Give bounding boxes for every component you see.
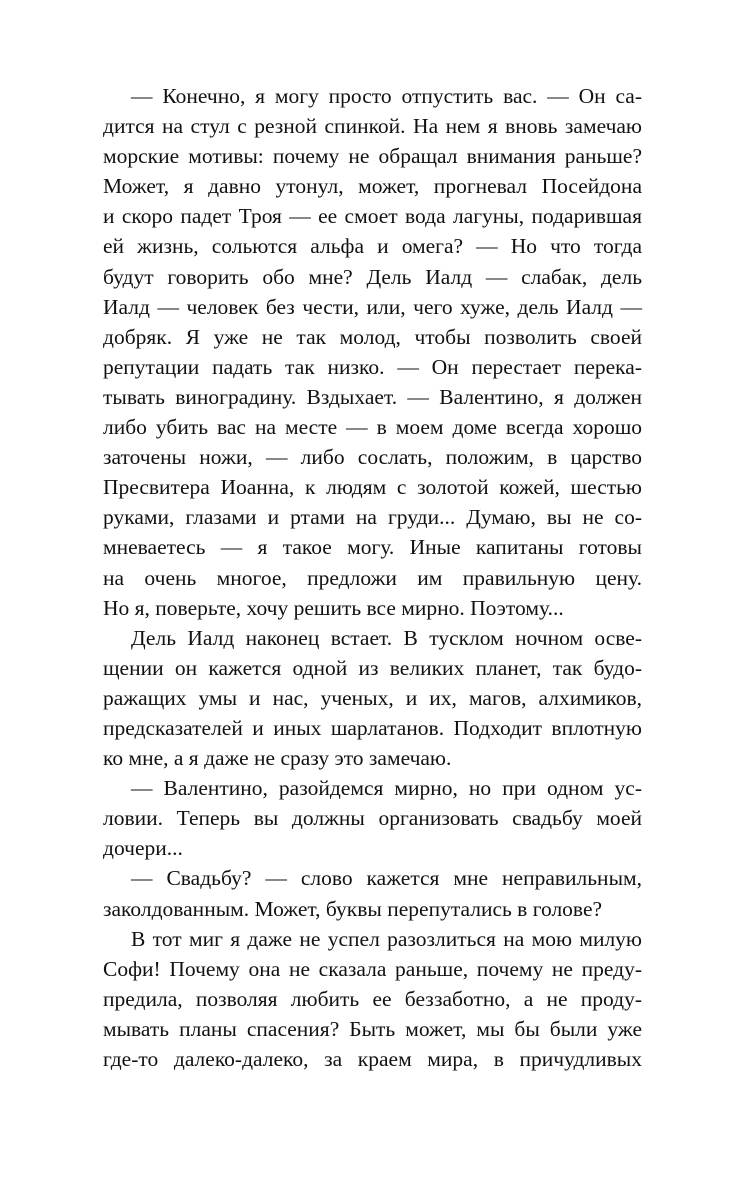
text-line: предила, позволяя любить ее беззаботно, а не проду- — [103, 986, 642, 1011]
text-line: ко мне, а я даже не сразу это замечаю. — [103, 746, 452, 771]
text-line: руками, глазами и ртами на груди... Думаю, вы не со- — [103, 505, 642, 530]
text-line: Но я, поверьте, хочу решить все мирно. Поэтому... — [103, 595, 564, 620]
text-line: ражащих умы и нас, ученых, и их, магов, алхимиков, — [103, 685, 642, 710]
text-line: Иалд — человек без чести, или, чего хуже, дель Иалд — — [103, 294, 642, 319]
text-line: — Свадьбу? — слово кажется мне неправильным, — [131, 866, 642, 891]
text-line: добряк. Я уже не так молод, чтобы позволить своей — [103, 324, 642, 349]
text-line: дочери... — [103, 836, 183, 861]
text-line: — Конечно, я могу просто отпустить вас. — Он са- — [131, 84, 642, 108]
text-line: Может, я давно утонул, может, прогневал Посейдона — [103, 174, 642, 199]
text-line: Дель Иалд наконец встает. В тусклом ночном осве- — [131, 625, 642, 650]
paragraph — [103, 81, 642, 623]
text-line: будут говорить обо мне? Дель Иалд — слабак, дель — [103, 264, 642, 289]
paragraph — [103, 863, 642, 923]
text-line: ей жизнь, сольются альфа и омега? — Но что тогда — [103, 234, 642, 259]
text-line: — Валентино, разойдемся мирно, но при одном ус- — [131, 776, 642, 801]
text-line: мневаетесь — я такое могу. Иные капитаны готовы — [103, 535, 642, 560]
text-line: мывать планы спасения? Быть может, мы бы были уже — [103, 1016, 642, 1041]
text-line: Пресвитера Иоанна, к людям с золотой кожей, шестью — [103, 475, 642, 500]
text-line: на очень многое, предложи им правильную цену. — [103, 565, 642, 590]
paragraph — [103, 924, 642, 1074]
text-line: заточены ножи, — либо сослать, положим, в царство — [103, 445, 642, 470]
text-line: либо убить вас на месте — в моем доме всегда хорошо — [103, 415, 642, 440]
paragraph — [103, 623, 642, 773]
text-line: заколдованным. Может, буквы перепутались в голове? — [103, 896, 603, 921]
text-line: где-то далеко-далеко, за краем мира, в причудливых — [103, 1047, 642, 1071]
text-line: репутации падать так низко. — Он перестает перека- — [103, 354, 642, 379]
text-line: В тот миг я даже не успел разозлиться на мою милую — [131, 926, 642, 951]
text-line: предсказателей и иных шарлатанов. Подходит вплотную — [103, 715, 642, 740]
text-line: Софи! Почему она не сказала раньше, почему не преду- — [103, 956, 642, 981]
text-line: щении он кажется одной из великих планет, так будо- — [103, 655, 642, 680]
text-line: и скоро падет Троя — ее смоет вода лагуны, подарившая — [103, 204, 642, 229]
text-line: тывать виноградину. Вздыхает. — Валентино, я должен — [103, 384, 642, 409]
book-page-text — [103, 81, 642, 1074]
text-line: морские мотивы: почему не обращал внимания раньше? — [103, 144, 642, 169]
text-line: ловии. Теперь вы должны организовать свадьбу моей — [103, 806, 642, 831]
paragraph — [103, 773, 642, 863]
text-line: дится на стул с резной спинкой. На нем я вновь замечаю — [103, 114, 642, 139]
